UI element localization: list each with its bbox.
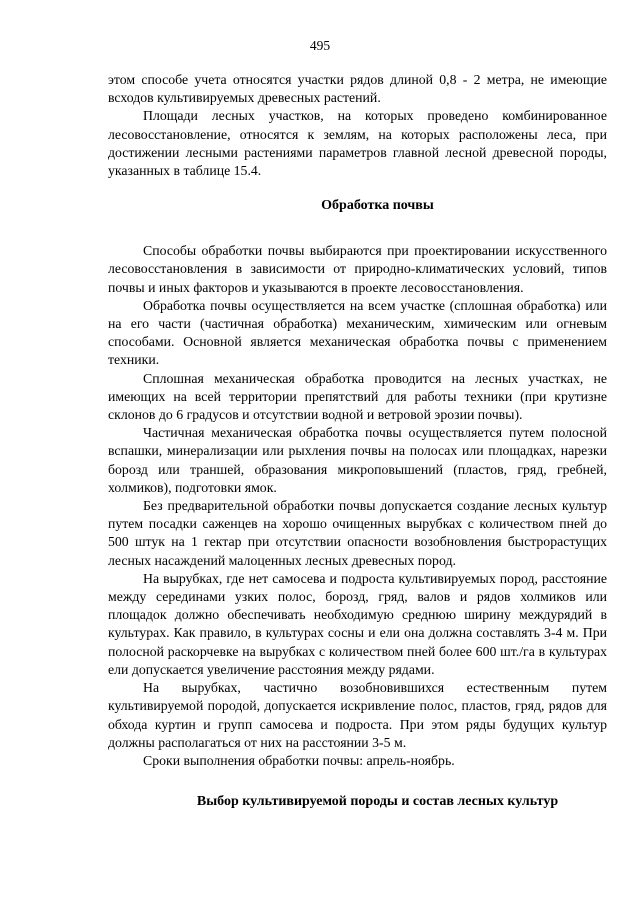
page-number: 495 <box>309 38 331 53</box>
paragraph: Способы обработки почвы выбираются при проектировании искусственного лесовосстановления в зависимости от природно-климатических условий, типов почвы и иных факторов и указываются в проекте лесовосстановления. <box>108 243 607 295</box>
paragraph: Площади лесных участков, на которых проведено комбинированное лесовосстановление, относятся к землям, на которых расположены леса, при достижении лесными растениями параметров главной лесной древесной породы, указанных в таблице 15.4. <box>108 108 607 179</box>
paragraph: Частичная механическая обработка почвы осуществляется путем полосной вспашки, минерализации или рыхления почвы на полосах или площадках, нарезки борозд или траншей, образования микроповышений (пластов, гряд, гребней, холмиков), подготовки ямок. <box>108 425 607 495</box>
document-body <box>108 71 607 811</box>
section-heading-species-selection: Выбор культивируемой породы и состав лесных культур <box>196 794 559 810</box>
section-heading-soil-treatment: Обработка почвы <box>321 198 434 214</box>
paragraph: Сроки выполнения обработки почвы: апрель-ноябрь. <box>143 752 455 768</box>
paragraph: На вырубках, частично возобновившихся естественным путем культивируемой породой, допускается искривление полос, пластов, гряд, рядов для обхода куртин и групп самосева и подроста. При этом ряды будущих культур должны располагаться от них на расстоянии 3-5 м. <box>108 680 607 750</box>
paragraph-continuation: этом способе учета относятся участки рядов длиной 0,8 - 2 метра, не имеющие всходов культивируемых древесных растений. <box>108 72 607 106</box>
paragraph: Сплошная механическая обработка проводится на лесных участках, не имеющих на всей территории препятствий для работы техники (при крутизне склонов до 6 градусов и отсутствии водной и ветровой эрозии почвы). <box>108 370 607 423</box>
paragraph: Обработка почвы осуществляется на всем участке (сплошная обработка) или на его части (частичная обработка) механическим, химическим или огневым способами. Основной является механическая обработка почвы с применением техники. <box>108 297 607 368</box>
paragraph: Без предварительной обработки почвы допускается создание лесных культур путем посадки саженцев на хорошо очищенных вырубках с количеством пней до 500 штук на 1 гектар при отсутствии опасности возобновления быстрорастущих лесных насаждений малоценных лесных древесных пород. <box>108 498 607 568</box>
paragraph: На вырубках, где нет самосева и подроста культивируемых пород, расстояние между серединами узких полос, борозд, гряд, валов и рядов холмиков или площадок должно обеспечивать необходимую среднюю ширину междурядий в культурах. Как правило, в культурах сосны и ели она должна составлять 3-4 м. При полосной раскорчевке на вырубках с количеством пней более 600 шт./га в культурах ели допускается увеличение расстояния между рядами. <box>108 570 607 677</box>
